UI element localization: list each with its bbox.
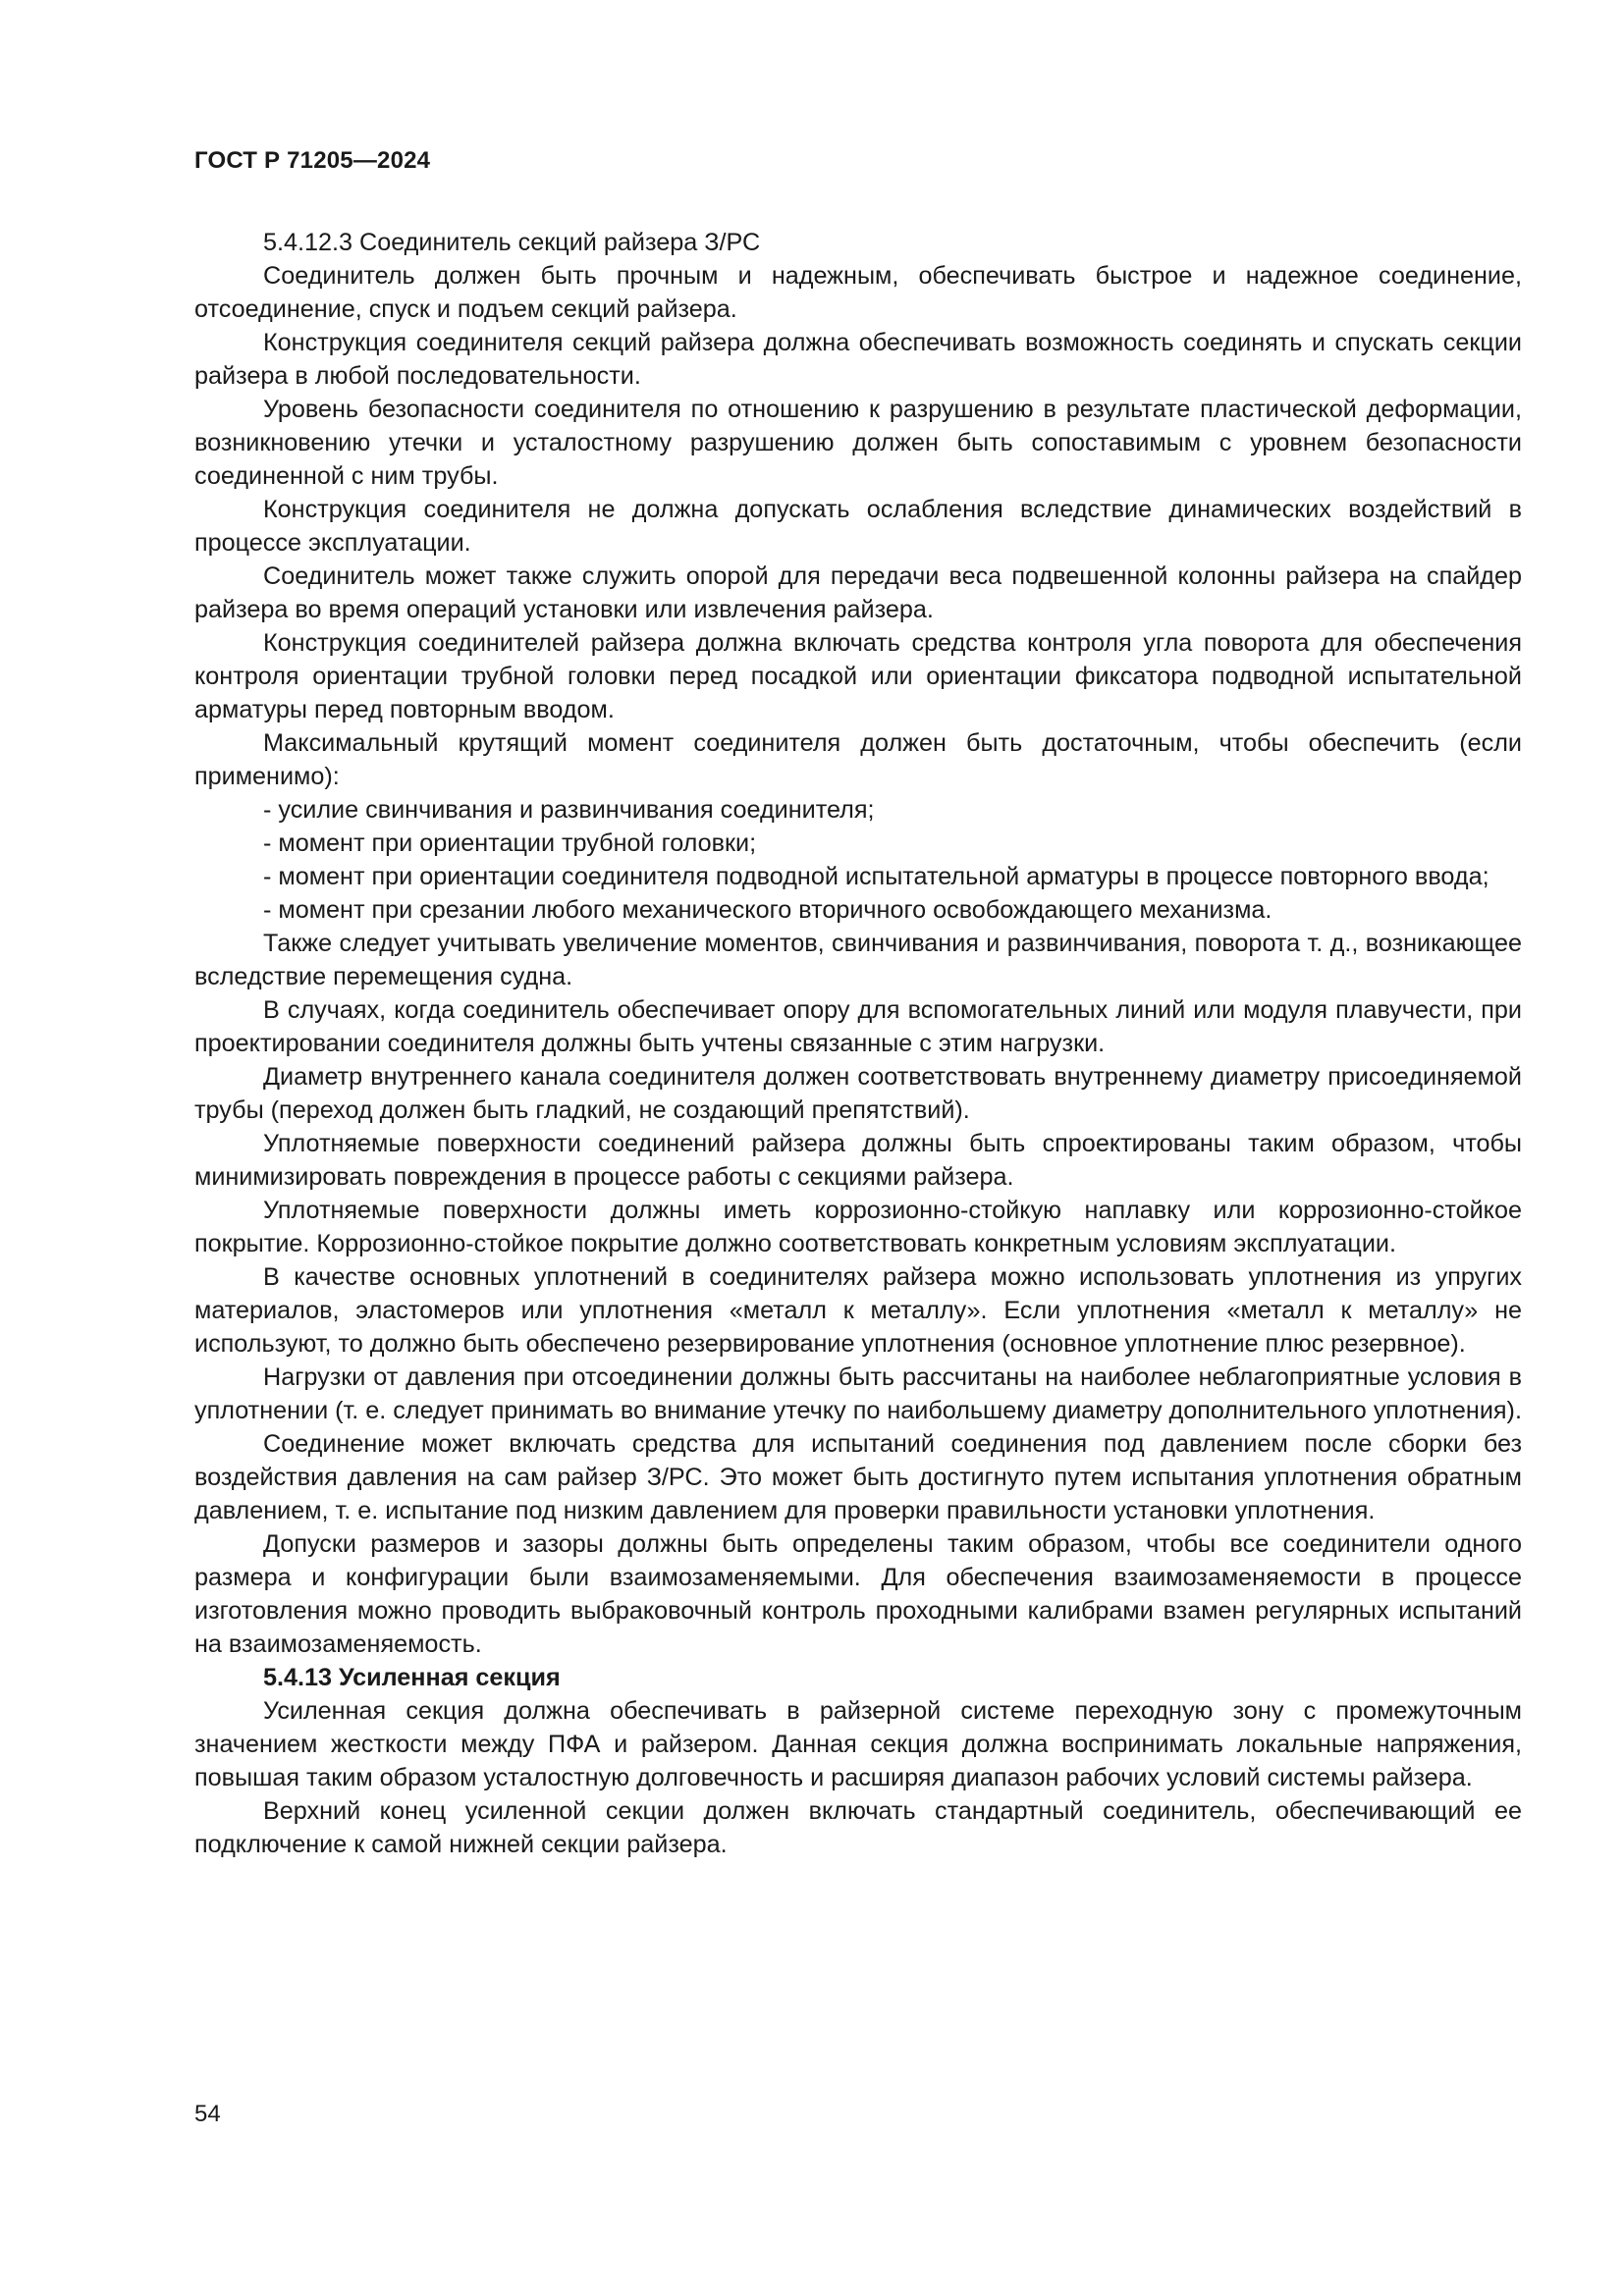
paragraph: Конструкция соединителя секций райзера должна обеспечивать возможность соединять и спускать секции райзера в любой последовательности. [194, 329, 1522, 390]
paragraph: Максимальный крутящий момент соединителя должен быть достаточным, чтобы обеспечить (если применимо): [194, 729, 1522, 790]
paragraph: Диаметр внутреннего канала соединителя должен соответствовать внутреннему диаметру присоединяемой трубы (переход должен быть гладкий, не создающий препятствий). [194, 1063, 1522, 1124]
paragraph: Уплотняемые поверхности должны иметь коррозионно-стойкую наплавку или коррозионно-стойкое покрытие. Коррозионно-стойкое покрытие должно соответствовать конкретным условиям эксплуатации. [194, 1197, 1522, 1257]
paragraph: Соединитель должен быть прочным и надежным, обеспечивать быстрое и надежное соединение, отсоединение, спуск и подъем секций райзера. [194, 262, 1522, 323]
paragraph: Нагрузки от давления при отсоединении должны быть рассчитаны на наиболее неблагоприятные условия в уплотнении (т. е. следует принимать во внимание утечку по наибольшему диаметру дополнительного уплотнения). [194, 1363, 1522, 1424]
paragraph: Конструкция соединителей райзера должна включать средства контроля угла поворота для обеспечения контроля ориентации трубной головки перед посадкой или ориентации фиксатора подводной испытательной арматуры перед повторным вводом. [194, 629, 1522, 723]
paragraph: Верхний конец усиленной секции должен включать стандартный соединитель, обеспечивающий ее подключение к самой нижней секции райзера. [194, 1797, 1522, 1858]
paragraph: Допуски размеров и зазоры должны быть определены таким образом, чтобы все соединители одного размера и конфигурации были взаимозаменяемыми. Для обеспечения взаимозаменяемости в процессе изготовления можно проводить выбраковочный контроль проходными калибрами взамен регулярных испытаний на взаимозаменяемость. [194, 1530, 1522, 1658]
list-item: - момент при ориентации соединителя подводной испытательной арматуры в процессе повторного ввода; [263, 863, 1489, 890]
section-heading: 5.4.13 Усиленная секция [263, 1664, 561, 1691]
document-header: ГОСТ Р 71205—2024 [194, 147, 431, 174]
paragraph: Конструкция соединителя не должна допускать ослабления вследствие динамических воздействий в процессе эксплуатации. [194, 496, 1522, 557]
paragraph: Также следует учитывать увеличение моментов, свинчивания и развинчивания, поворота т. д., возникающее вследствие перемещения судна. [194, 930, 1522, 990]
subsection-title: 5.4.12.3 Соединитель секций райзера З/РС [263, 229, 761, 256]
paragraph: В случаях, когда соединитель обеспечивает опору для вспомогательных линий или модуля плавучести, при проектировании соединителя должны быть учтены связанные с этим нагрузки. [194, 996, 1522, 1057]
paragraph: В качестве основных уплотнений в соединителях райзера можно использовать уплотнения из упругих материалов, эластомеров или уплотнения «металл к металлу». Если уплотнения «металл к металлу» не используют, то должно быть обеспечено резервирование уплотнения (основное уплотнение плюс резервное). [194, 1263, 1522, 1358]
page-number: 54 [194, 2101, 221, 2127]
paragraph: Соединение может включать средства для испытаний соединения под давлением после сборки без воздействия давления на сам райзер З/РС. Это может быть достигнуто путем испытания уплотнения обратным давлением, т. е. испытание под низким давлением для проверки правильности установки уплотнения. [194, 1430, 1522, 1524]
document-body [194, 226, 1522, 1861]
paragraph: Усиленная секция должна обеспечивать в райзерной системе переходную зону с промежуточным значением жесткости между ПФА и райзером. Данная секция должна воспринимать локальные напряжения, повышая таким образом усталостную долговечность и расширяя диапазон рабочих условий системы райзера. [194, 1697, 1522, 1791]
list-item: - усилие свинчивания и развинчивания соединителя; [263, 796, 875, 824]
paragraph: Соединитель может также служить опорой для передачи веса подвешенной колонны райзера на спайдер райзера во время операций установки или извлечения райзера. [194, 562, 1522, 623]
list-item: - момент при ориентации трубной головки; [263, 829, 757, 857]
paragraph: Уплотняемые поверхности соединений райзера должны быть спроектированы таким образом, чтобы минимизировать повреждения в процессе работы с секциями райзера. [194, 1130, 1522, 1191]
list-item: - момент при срезании любого механического вторичного освобождающего механизма. [263, 896, 1272, 924]
paragraph: Уровень безопасности соединителя по отношению к разрушению в результате пластической деформации, возникновению утечки и усталостному разрушению должен быть сопоставимым с уровнем безопасности соединенной с ним трубы. [194, 396, 1522, 490]
